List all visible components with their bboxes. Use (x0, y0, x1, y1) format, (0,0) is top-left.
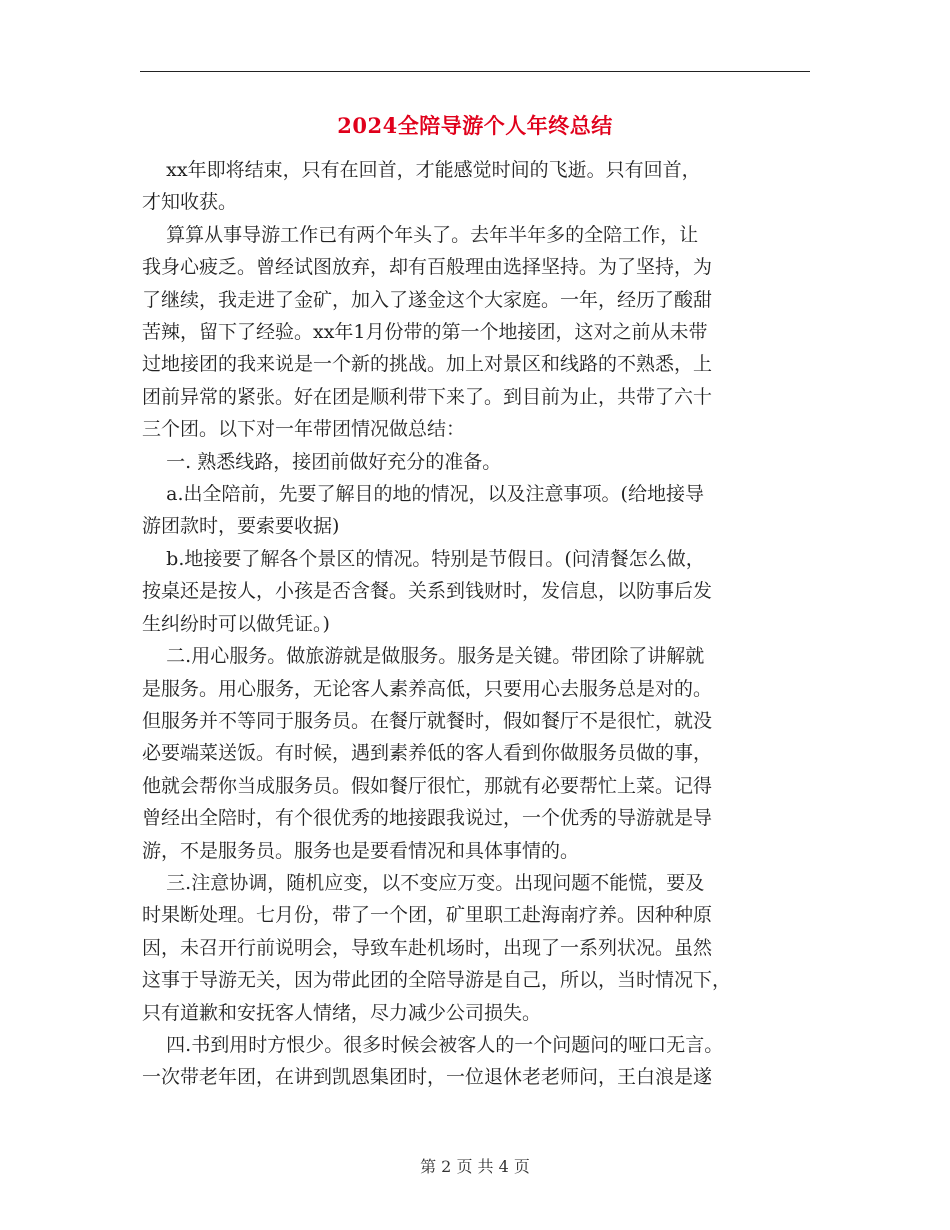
text-line: 游团款时，要索要收据) (142, 515, 340, 538)
text-line: 一次带老年团，在讲到凯恩集团时，一位退休老老师问，王白浪是遂 (142, 1066, 713, 1089)
text-line: xx年即将结束，只有在回首，才能感觉时间的飞逝。只有回首， (142, 159, 701, 181)
text-line: 团前异常的紧张。好在团是顺利带下来了。到目前为止，共带了六十 (142, 385, 713, 408)
text-line: 算算从事导游工作已有两个年头了。去年半年多的全陪工作，让 (142, 223, 699, 246)
text-line: 三个团。以下对一年带团情况做总结： (142, 418, 466, 441)
text-line: 这事于导游无关，因为带此团的全陪导游是自己，所以，当时情况下， (142, 969, 732, 992)
text-line: 我身心疲乏。曾经试图放弃，却有百般理由选择坚持。为了坚持，为 (142, 256, 713, 279)
paragraph (142, 543, 807, 640)
page-number-footer: 第 2 页 共 4 页 (420, 1157, 530, 1176)
paragraph (142, 867, 807, 1029)
text-line: 四.书到用时方恨少。很多时候会被客人的一个问题问的哑口无言。 (142, 1033, 724, 1056)
text-line: 过地接团的我来说是一个新的挑战。加上对景区和线路的不熟悉，上 (142, 353, 713, 376)
document-title: 2024全陪导游个人年终总结 (337, 113, 613, 138)
paragraph (142, 219, 807, 446)
text-line: 游，不是服务员。服务也是要看情况和具体事情的。 (142, 839, 580, 862)
text-line: 他就会帮你当成服务员。假如餐厅很忙，那就有必要帮忙上菜。记得 (142, 774, 713, 797)
text-line: 了继续，我走进了金矿，加入了遂金这个大家庭。一年，经历了酸甜 (142, 288, 713, 311)
text-line: 生纠纷时可以做凭证。) (142, 612, 330, 635)
text-line: 因，未召开行前说明会，导致车赴机场时，出现了一系列状况。虽然 (142, 936, 713, 959)
text-line: 曾经出全陪时，有个很优秀的地接跟我说过，一个优秀的导游就是导 (142, 807, 713, 830)
paragraph (142, 446, 807, 478)
text-line: 时果断处理。七月份，带了一个团，矿里职工赴海南疗养。因种种原 (142, 904, 713, 927)
text-line: 苦辣，留下了经验。xx年1月份带的第一个地接团，这对之前从未带 (142, 321, 708, 344)
text-line: 只有道歉和安抚客人情绪，尽力减少公司损失。 (142, 1001, 542, 1024)
text-line: 才知收获。 (142, 191, 238, 214)
document-body (142, 154, 807, 1094)
text-line: 一. 熟悉线路，接团前做好充分的准备。 (142, 450, 502, 473)
header-rule (140, 71, 810, 72)
text-line: 但服务并不等同于服务员。在餐厅就餐时，假如餐厅不是很忙，就没 (142, 709, 713, 732)
paragraph (142, 478, 807, 543)
paragraph (142, 154, 807, 219)
text-line: 是服务。用心服务，无论客人素养高低，只要用心去服务总是对的。 (142, 677, 713, 700)
paragraph (142, 1029, 807, 1094)
paragraph (142, 640, 807, 867)
text-line: 二.用心服务。做旅游就是做服务。服务是关键。带团除了讲解就 (142, 645, 705, 668)
text-line: 按桌还是按人，小孩是否含餐。关系到钱财时，发信息，以防事后发 (142, 580, 713, 603)
text-line: 三.注意协调，随机应变，以不变应万变。出现问题不能慌，要及 (142, 871, 705, 894)
text-line: 必要端菜送饭。有时候，遇到素养低的客人看到你做服务员做的事， (142, 742, 713, 765)
text-line: b.地接要了解各个景区的情况。特别是节假日。(问清餐怎么做， (142, 547, 705, 570)
text-line: a.出全陪前，先要了解目的地的情况，以及注意事项。(给地接导 (142, 483, 704, 506)
